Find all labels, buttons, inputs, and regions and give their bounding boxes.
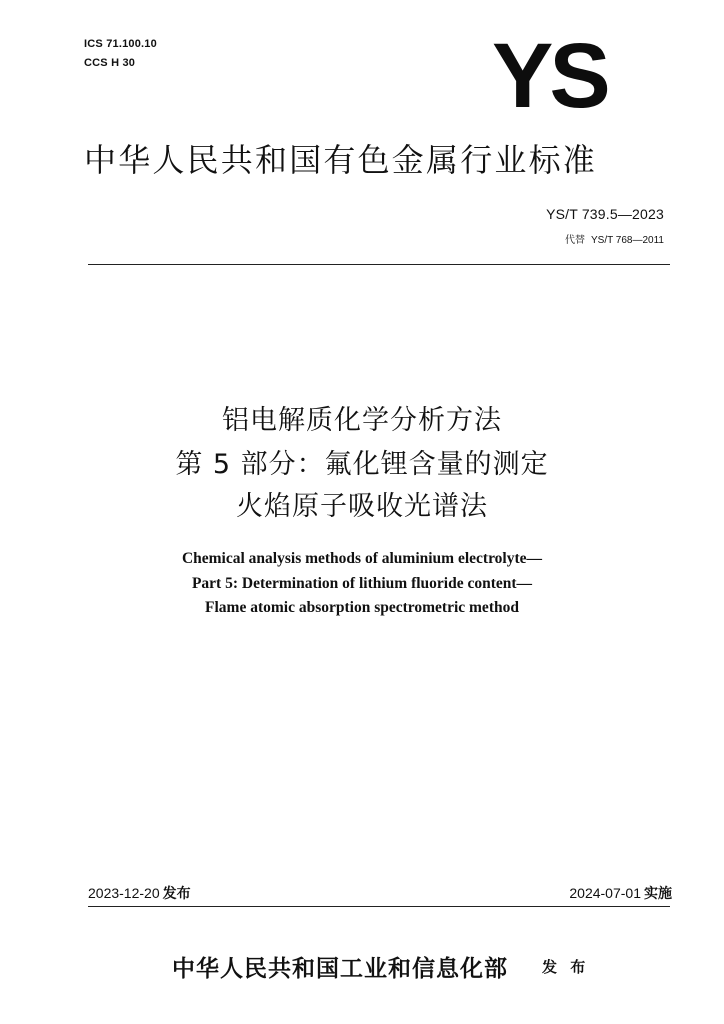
replaces-number: YS/T 768—2011 bbox=[590, 235, 664, 246]
replaces-label: 代替 bbox=[564, 235, 585, 246]
issue-date bbox=[88, 883, 191, 903]
national-standard-title: 中华人民共和国有色金属行业标准 bbox=[84, 141, 598, 179]
implementation-date-value: 2024-07-01 bbox=[569, 885, 641, 901]
ys-logo: YS bbox=[492, 25, 607, 127]
issue-date-label: 发布 bbox=[162, 886, 191, 902]
chinese-title-line-1: 铝电解质化学分析方法 bbox=[222, 405, 502, 436]
ics-code: ICS 71.100.10 bbox=[84, 38, 157, 50]
chinese-title-line-3: 火焰原子吸收光谱法 bbox=[236, 491, 488, 522]
footer-divider bbox=[88, 906, 670, 907]
publish-label: 发 布 bbox=[542, 958, 590, 976]
standard-number: YS/T 739.5—2023 bbox=[546, 206, 664, 222]
english-title-line-2: Part 5: Determination of lithium fluoride content— bbox=[191, 575, 533, 592]
implementation-date-label: 实施 bbox=[644, 886, 672, 902]
replaces-note bbox=[565, 231, 664, 246]
header-divider bbox=[88, 264, 670, 265]
issuing-authority: 中华人民共和国工业和信息化部 bbox=[172, 955, 508, 982]
implementation-date bbox=[569, 883, 672, 903]
english-title-line-1: Chemical analysis methods of aluminium electrolyte— bbox=[181, 550, 543, 567]
english-title-line-3: Flame atomic absorption spectrometric method bbox=[205, 599, 519, 616]
ccs-code: CCS H 30 bbox=[84, 57, 136, 69]
issue-date-value: 2023-12-20 bbox=[88, 885, 160, 901]
chinese-title-line-2: 第 5 部分：氟化锂含量的测定 bbox=[175, 449, 549, 480]
